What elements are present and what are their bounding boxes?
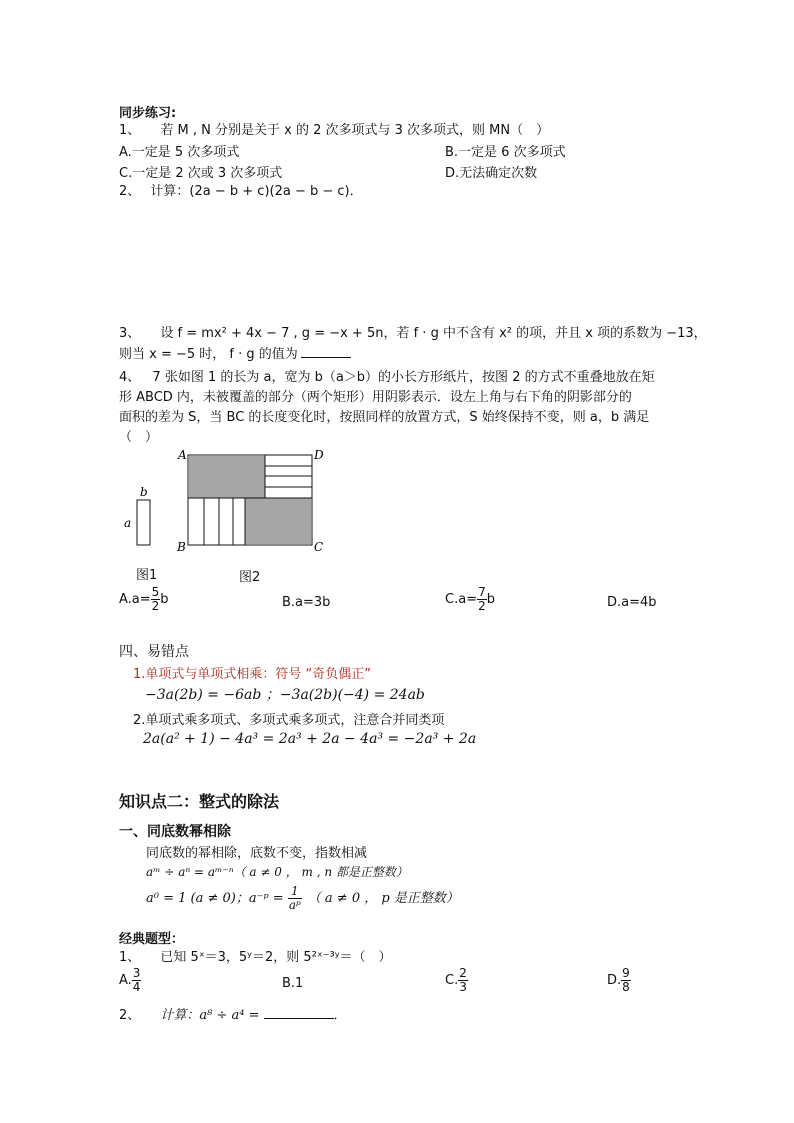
option-c: C.一定是 2 次或 3 次多项式 — [119, 166, 283, 181]
question-number: 4、 — [119, 370, 141, 385]
option-d: D.a=4b — [607, 595, 657, 610]
answer-blank — [301, 345, 351, 358]
question-text: 计算：a⁸ ÷ a⁴ = — [160, 1008, 260, 1023]
question-text: 已知 5ˣ＝3，5ʸ＝2，则 5²ˣ⁻³ʸ＝（ ） — [160, 950, 392, 965]
label-a-vertex: A — [178, 448, 187, 462]
figure-1 — [124, 485, 150, 545]
label-b-vertex: B — [177, 540, 186, 554]
figure-1-label-b: b — [140, 485, 148, 499]
option-b: B.a=3b — [282, 595, 331, 610]
option-c: C. $\frac{2}{3}$ — [445, 966, 467, 994]
pitfall-2-formula: 2a(a² + 1) − 4a³ = 2a³ + 2a − 4a³ = −2a³ + 2a — [143, 731, 477, 747]
question-4-line2: 形 ABCD 内，未被覆盖的部分（两个矩形）用阴影表示．设左上角与右下角的阴影部分的 — [119, 390, 632, 405]
option-b: B.1 — [282, 976, 304, 991]
question-number: 2、 — [119, 184, 141, 199]
answer-blank — [264, 1006, 334, 1019]
question-text: 计算：(2a − b + c)(2a − b − c)． — [150, 184, 363, 199]
pitfall-1-title: 1.单项式与单项式相乘：符号 “奇负偶正” — [133, 667, 372, 682]
option-b: B.一定是 6 次多项式 — [445, 145, 566, 160]
question-4-figures — [115, 445, 345, 565]
question-4 — [119, 366, 655, 385]
formula-2: a⁰ = 1 (a ≠ 0)；a⁻ᵖ = $\frac{1}{\text{aᵖ}}$ （ a ≠ 0 ， p 是正整数） — [146, 884, 459, 912]
option-a: A.a= $\frac{5}{2}$ b — [119, 585, 169, 613]
question-4-line3: 面积的差为 S，当 BC 的长度变化时，按照同样的放置方式，S 始终保持不变，则 a，b 满足 — [119, 410, 650, 425]
question-1 — [119, 119, 549, 138]
option-a: A.一定是 5 次多项式 — [119, 145, 240, 160]
figure-2 — [176, 448, 324, 554]
option-c: C.a= $\frac{7}{2}$ b — [445, 585, 495, 613]
classic-question-1 — [119, 946, 392, 965]
rule-text: 同底数的幂相除，底数不变，指数相减 — [146, 846, 368, 861]
question-number: 1、 — [119, 123, 141, 138]
label-d-vertex: D — [314, 448, 324, 462]
formula-1: aᵐ ÷ aⁿ = aᵐ⁻ⁿ（ a ≠ 0 ， m , n 都是正整数） — [146, 865, 408, 879]
shaded-top-left — [189, 456, 265, 498]
question-number: 1、 — [119, 950, 141, 965]
section-title-sync-practice: 同步练习: — [119, 106, 177, 121]
figure-2-caption: 图2 — [239, 570, 261, 585]
classic-problems-title: 经典题型： — [119, 932, 185, 947]
option-d: D.无法确定次数 — [445, 166, 538, 181]
option-a: A. $\frac{3}{4}$ — [119, 966, 141, 994]
section-4-title: 四、易错点 — [119, 644, 189, 660]
option-d: D. $\frac{9}{8}$ — [607, 966, 630, 994]
subsection-1-title: 一、同底数幂相除 — [119, 824, 231, 840]
question-text-line1: 设 f = mx² + 4x − 7 , g = −x + 5n，若 f · g 中不含有 x² 的项，并且 x 项的系数为 −13， — [160, 326, 707, 341]
question-3-line2: 则当 x = −5 时， f · g 的值为 — [119, 343, 351, 362]
question-3 — [119, 322, 707, 341]
knowledge-point-2-title: 知识点二：整式的除法 — [119, 792, 280, 811]
question-4-line4: （ ） — [119, 430, 159, 445]
classic-question-2: 2、 计算：a⁸ ÷ a⁴ = ． — [119, 1008, 347, 1023]
question-number: 2、 — [119, 1008, 141, 1023]
question-number: 3、 — [119, 326, 141, 341]
question-text-line1: 7 张如图 1 的长为 a，宽为 b（a＞b）的小长方形纸片，按图 2 的方式不重叠地放在矩 — [152, 370, 655, 385]
shaded-bottom-right — [245, 498, 311, 544]
question-text: 若 M , N 分别是关于 x 的 2 次多项式与 3 次多项式，则 MN（ ） — [160, 123, 550, 138]
pitfall-1-formula: −3a(2b) = −6ab ；−3a(2b)(−4) = 24ab — [145, 687, 425, 703]
pitfall-2-title: 2.单项式乘多项式、多项式乘多项式，注意合并同类项 — [133, 713, 445, 728]
label-c-vertex: C — [314, 540, 324, 554]
figure-1-rectangle — [137, 500, 150, 545]
figure-1-label-a: a — [124, 516, 132, 530]
figure-1-caption: 图1 — [136, 568, 158, 583]
question-2 — [119, 180, 363, 199]
